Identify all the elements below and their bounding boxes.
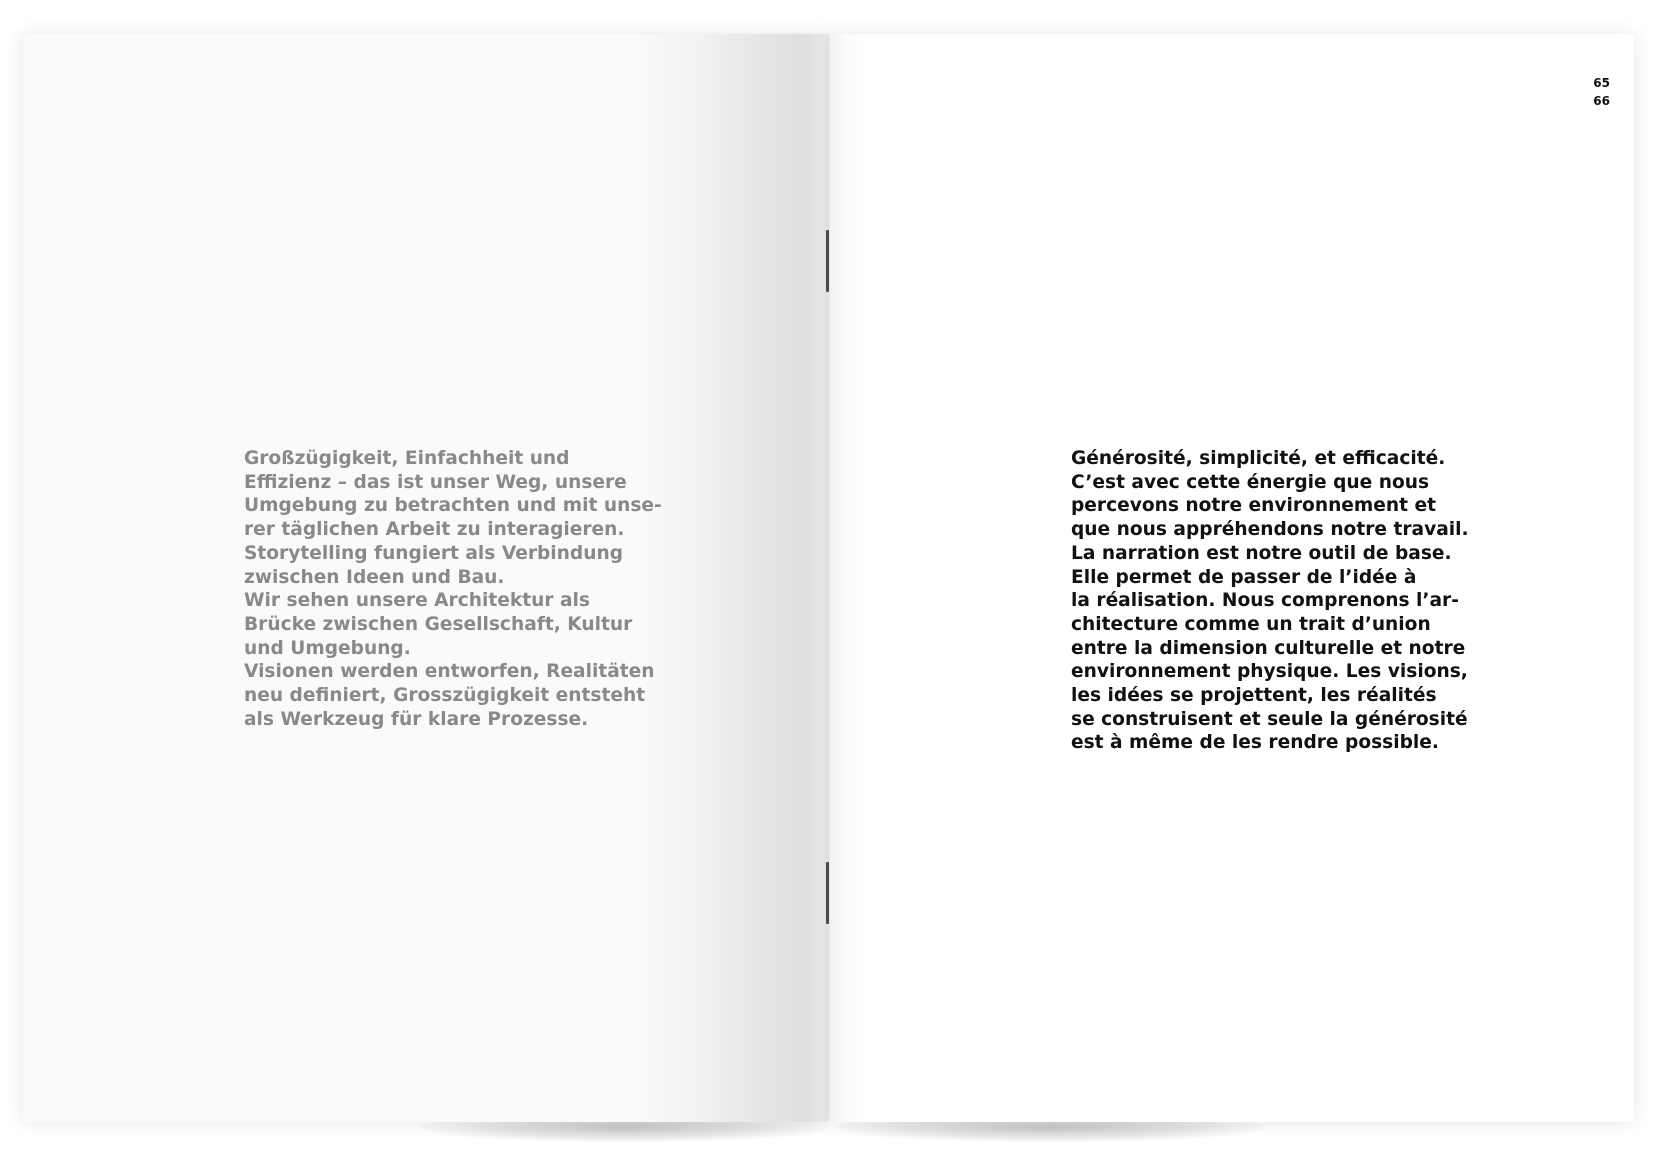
page-numbers [1570,74,1610,110]
french-line: que nous appréhendons notre travail. [1071,519,1469,541]
french-line: se construisent et seule la générosité [1071,708,1468,730]
german-line: Umgebung zu betrachten und mit unse- [244,495,662,517]
spine-staple-top [826,230,829,292]
german-line: Storytelling fungiert als Verbindung [244,542,624,564]
french-line: entre la dimension culturelle et notre [1071,637,1466,659]
german-line: Großzügigkeit, Einfachheit und [244,448,570,469]
french-paragraph [1071,447,1469,755]
german-line: Visionen werden entworfen, Realitäten [244,661,655,683]
german-line: zwischen Ideen und Bau. [244,566,505,588]
french-line: est à même de les rendre possible. [1071,732,1439,754]
german-line: als Werkzeug für klare Prozesse. [244,708,589,730]
french-line: La narration est notre outil de base. [1071,542,1452,564]
french-line: environnement physique. Les visions, [1071,661,1468,683]
french-line: percevons notre environnement et [1071,495,1437,517]
german-paragraph [244,447,662,731]
french-line: chitecture comme un trait d’union [1071,613,1431,635]
page-number-second: 66 [1593,94,1610,108]
page-number-first: 65 [1593,76,1610,90]
french-line: la réalisation. Nous comprenons l’ar- [1071,590,1459,612]
french-line: C’est avec cette énergie que nous [1071,471,1430,493]
spine-staple-bottom [826,862,829,924]
german-line: Brücke zwischen Gesellschaft, Kultur [244,613,633,635]
german-line: rer täglichen Arbeit zu interagieren. [244,519,625,541]
german-line: und Umgebung. [244,637,411,659]
french-line: Générosité, simplicité, et efficacité. [1071,448,1446,469]
german-line: Effizienz – das ist unser Weg, unsere [244,471,627,493]
french-line: Elle permet de passer de l’idée à [1071,566,1417,588]
french-line: les idées se projettent, les réalités [1071,685,1437,707]
german-line: neu definiert, Grosszügigkeit entsteht [244,685,646,707]
german-line: Wir sehen unsere Architektur als [244,590,590,612]
